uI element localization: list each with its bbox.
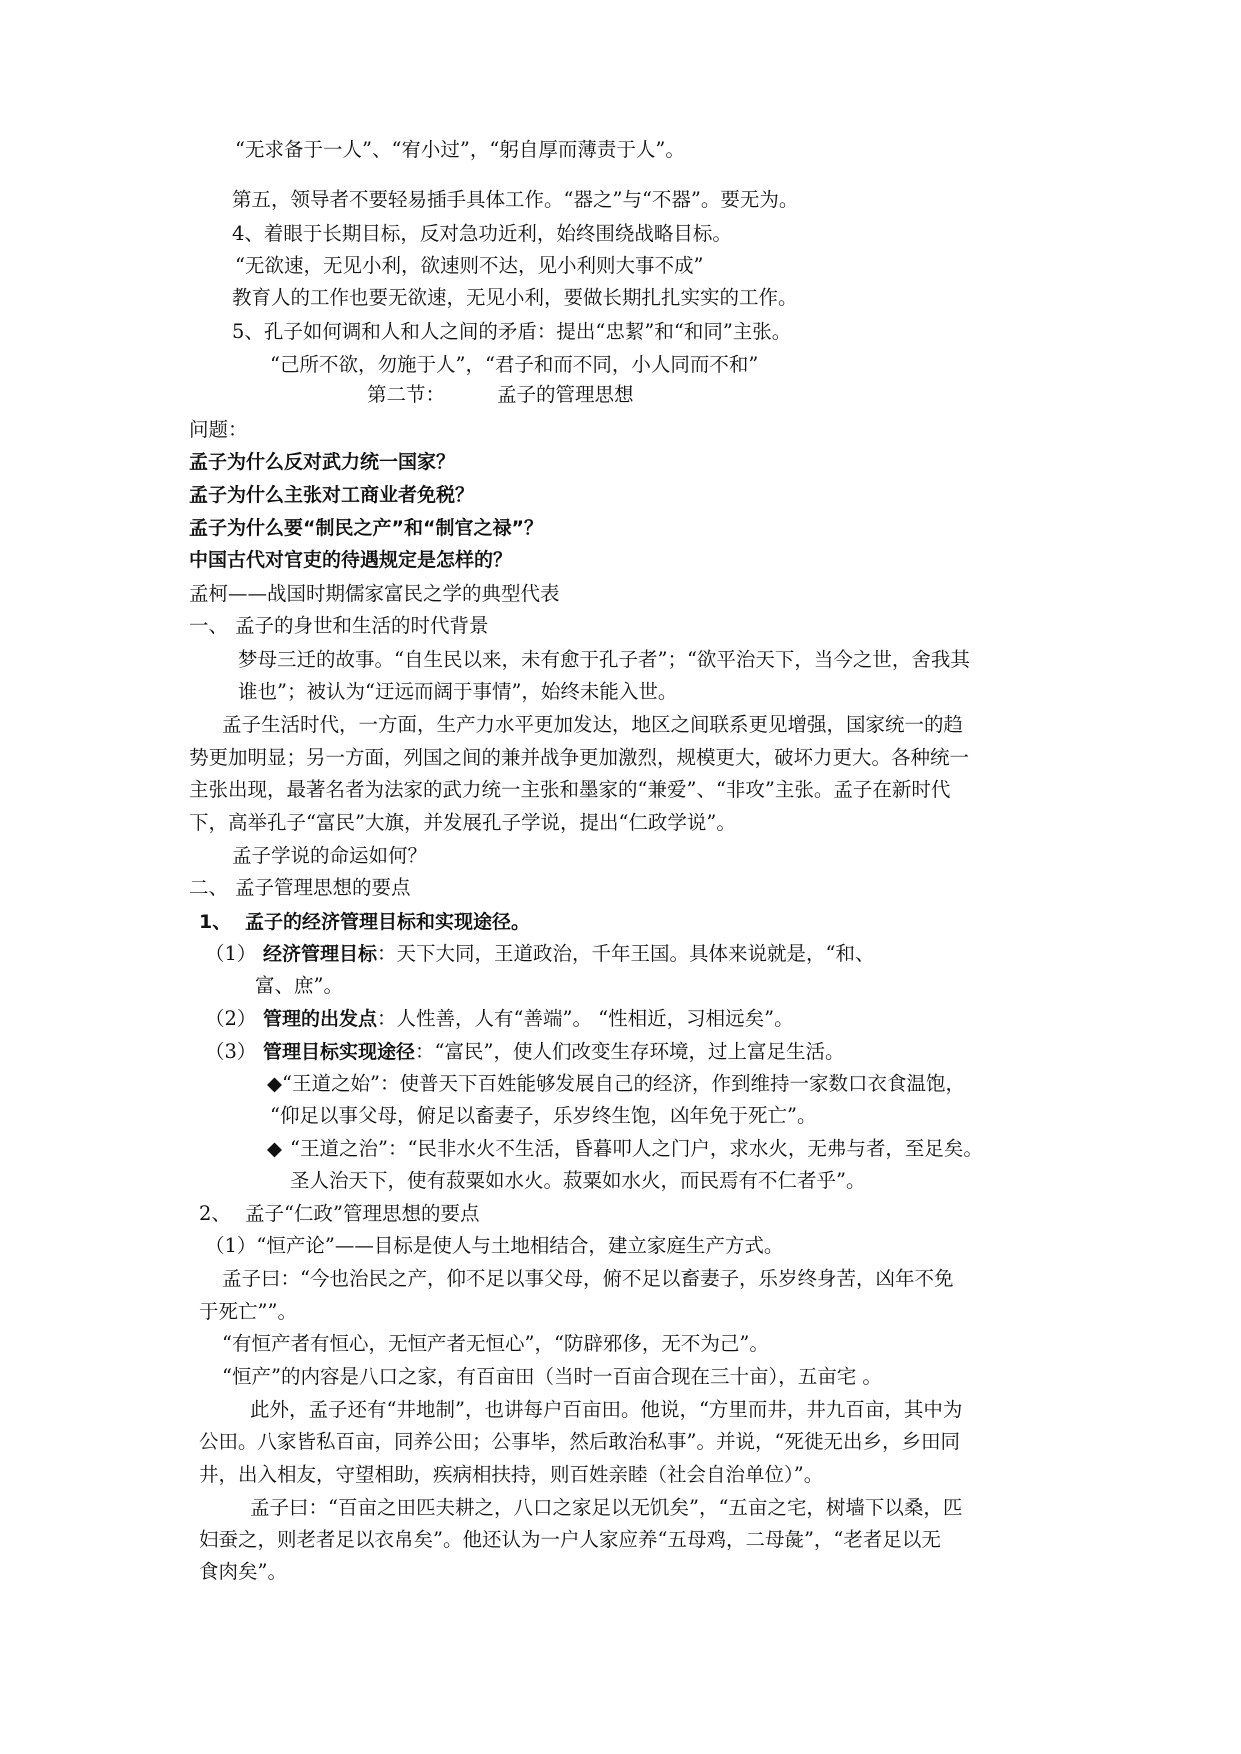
text-line: 第五，领导者不要轻易插手具体工作。“器之”与“不器”。要无为。 [232, 188, 799, 211]
list-item-text: ：天下大同，王道政治，千年王国。具体来说就是，“和、 [377, 942, 875, 965]
text-line: “无欲速，无见小利，欲速则不达，见小利则大事不成” [235, 254, 704, 277]
text-line: “无求备于一人”、“宥小过”，“躬自厚而薄责于人”。 [235, 138, 685, 161]
paragraph-line: 此外，孟子还有“井地制”，也讲每户百亩田。他说，“方里而井，井九百亩，其中为 [250, 1398, 963, 1421]
question-item: 孟子为什么主张对工商业者免税？ [189, 484, 475, 506]
paragraph-line: 食肉矣”。 [199, 1560, 287, 1583]
subsection-title: 孟子“仁政”管理思想的要点 [245, 1202, 480, 1225]
bullet-item [267, 1135, 983, 1163]
text-line: 4、着眼于长期目标，反对急功近利，始终围绕战略目标。 [232, 222, 732, 245]
paragraph-line: 孟子学说的命运如何？ [232, 844, 428, 867]
questions-label: 问题： [189, 418, 248, 441]
list-item-number: （2） [205, 1007, 257, 1030]
subsection-heading [199, 1200, 479, 1228]
diamond-bullet-icon: ◆ [267, 1072, 282, 1095]
question-item: 孟子为什么要“制民之产”和“制官之禄”？ [189, 517, 543, 539]
paragraph-line: “有恒产者有恒心，无恒产者无恒心”，“防辟邪侈，无不为己”。 [222, 1332, 769, 1355]
paragraph-line: 孟子曰：“百亩之田匹夫耕之，八口之家足以无饥矣”，“五亩之宅，树墙下以桑，匹 [250, 1496, 963, 1519]
part2-title: 孟子管理思想的要点 [235, 876, 411, 899]
section-title: 孟子的管理思想 [497, 383, 634, 406]
paragraph-line: 主张出现，最著名者为法家的武力统一主张和墨家的“兼爱”、“非攻”主张。孟子在新时代 [189, 778, 951, 801]
paragraph-line: 公田。八家皆私百亩，同养公田；公事毕，然后敢治私事”。并说，“死徙无出乡，乡田同 [199, 1430, 960, 1453]
paragraph-line: 于死亡””。 [199, 1300, 297, 1323]
bullet-continuation: 圣人治天下，使有菽粟如水火。菽粟如水火，而民焉有不仁者乎”。 [290, 1169, 866, 1192]
list-item-number: （3） [205, 1040, 257, 1063]
text-line: 教育人的工作也要无欲速，无见小利，要做长期扎扎实实的工作。 [232, 286, 798, 309]
question-item: 中国古代对官吏的待遇规定是怎样的？ [189, 549, 513, 571]
question-item: 孟子为什么反对武力统一国家？ [189, 451, 456, 473]
paragraph-line: “恒产”的内容是八口之家，有百亩田（当时一百亩合现在三十亩），五亩宅 。 [222, 1365, 882, 1388]
part1-heading [189, 612, 489, 640]
section-label: 第二节： [367, 383, 446, 406]
list-item-continuation: 富、庶”。 [255, 974, 343, 997]
list-item [205, 940, 875, 968]
list-item-label: 管理目标实现途径 [263, 1041, 416, 1063]
bullet-text: “王道之治”：“民非水火不生活，昏暮叩人之门户，求水火，无弗与者，至足矣。 [290, 1137, 983, 1160]
list-item [205, 1038, 844, 1066]
list-item-label: 经济管理目标 [263, 943, 378, 965]
bullet-text: “王道之始”：使普天下百姓能够发展自己的经济，作到维持一家数口衣食温饱， [282, 1072, 965, 1095]
part2-heading [189, 874, 411, 902]
part2-number: 二、 [189, 876, 229, 899]
paragraph-line: 孟子生活时代，一方面，生产力水平更加发达，地区之间联系更见增强，国家统一的趋 [222, 713, 964, 736]
list-item-text: ：人性善，人有“善端”。 “性相近，习相远矣”。 [377, 1007, 794, 1030]
subsection-number: 1、 [199, 911, 232, 933]
subsection-number: 2、 [199, 1202, 231, 1225]
paragraph-line: 梦母三迁的故事。“自生民以来，未有愈于孔子者”；“欲平治天下，当今之世，舍我其 [238, 648, 970, 671]
paragraph-line: 妇蚕之，则老者足以衣帛矣”。他还认为一户人家应养“五母鸡，二母彘”，“老者足以无 [199, 1528, 941, 1551]
paragraph-line: 孟子曰：“今也治民之产，仰不足以事父母，俯不足以畜妻子，乐岁终身苦，凶年不免 [222, 1267, 954, 1290]
intro-line: 孟柯——战国时期儒家富民之学的典型代表 [189, 582, 560, 605]
list-item [205, 1005, 794, 1033]
paragraph-line: 势更加明显；另一方面，列国之间的兼并战争更加激烈，规模更大，破坏力更大。各种统一 [189, 746, 970, 769]
paragraph-line: （1）“恒产论”——目标是使人与土地相结合，建立家庭生产方式。 [205, 1234, 784, 1257]
paragraph-line: 谁也”；被认为“迂远而阔于事情”，始终未能入世。 [238, 680, 678, 703]
paragraph-line: 下，高举孔子“富民”大旗，并发展孔子学说，提出“仁政学说”。 [189, 811, 736, 834]
subsection-title: 孟子的经济管理目标和实现途径。 [245, 911, 531, 933]
bullet-continuation: “仰足以事父母，俯足以畜妻子，乐岁终生饱，凶年免于死亡”。 [270, 1104, 817, 1127]
list-item-label: 管理的出发点 [263, 1008, 378, 1030]
section-heading [367, 381, 634, 409]
text-line: 5、孔子如何调和人和人之间的矛盾：提出“忠絜”和“和同”主张。 [232, 320, 792, 343]
part1-title: 孟子的身世和生活的时代背景 [235, 614, 489, 637]
bullet-item [267, 1070, 965, 1098]
diamond-bullet-icon: ◆ [267, 1137, 282, 1160]
paragraph-line: 井，出入相友，守望相助，疾病相扶持，则百姓亲睦（社会自治单位）”。 [199, 1463, 824, 1486]
subsection-heading [199, 908, 530, 936]
text-line: “己所不欲，勿施于人”，“君子和而不同，小人同而不和” [270, 353, 759, 376]
list-item-number: （1） [205, 942, 257, 965]
part1-number: 一、 [189, 614, 229, 637]
list-item-text: ：“富民”，使人们改变生存环境，过上富足生活。 [415, 1040, 845, 1063]
